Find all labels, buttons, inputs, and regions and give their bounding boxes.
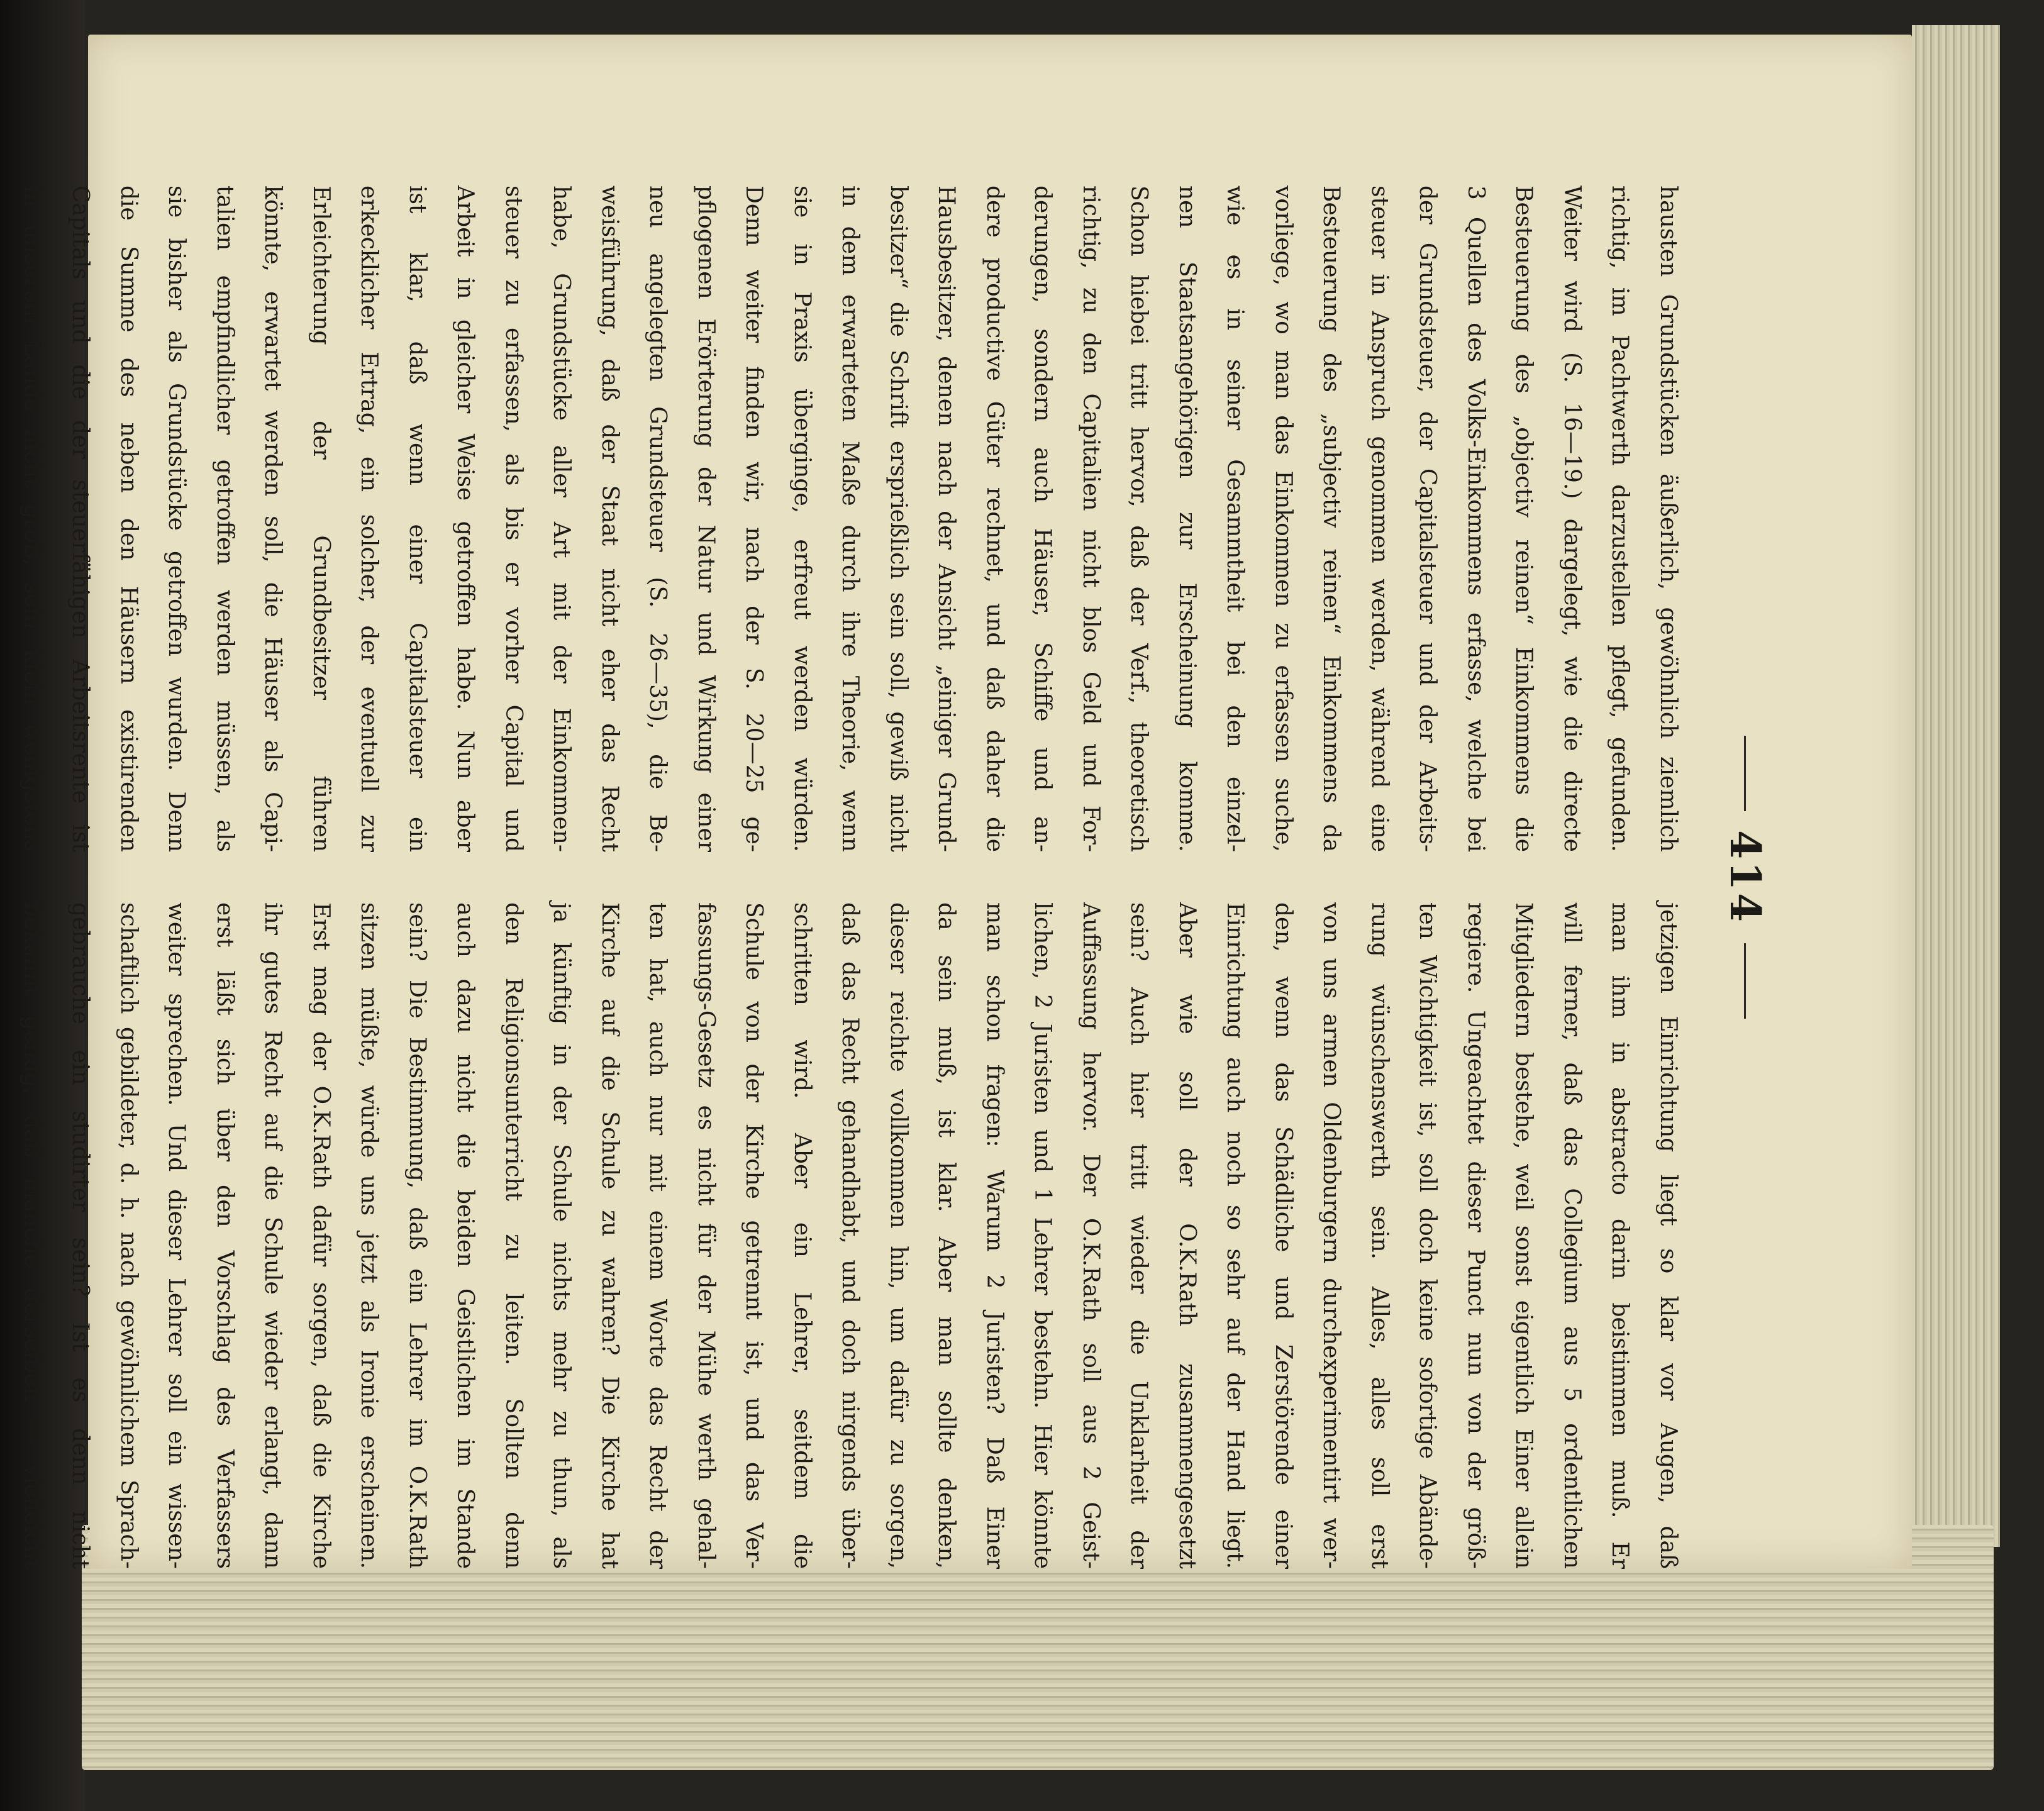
rotated-text-frame: [19, 186, 1780, 1569]
text-line: in unserem Lande nicht groß, sehr klein wenigstens: [19, 186, 45, 852]
text-line: Erleichterung der Grundbesitzer führen: [308, 186, 334, 852]
text-line: Schule von der Kirche getrennt ist, und das Ver-: [741, 902, 767, 1569]
text-line: weisführung, daß der Staat nicht eher das Recht: [597, 186, 623, 852]
text-line: Besteuerung des „subjectiv reinen“ Einkommens da: [1318, 186, 1345, 852]
text-line: erkecklicher Ertrag, ein solcher, der eventuell zur: [356, 186, 382, 852]
text-line: lichen, 2 Juristen und 1 Lehrer bestehn. Hier könnte: [1030, 902, 1056, 1569]
text-line: dere productive Güter rechnet, und daß daher die: [982, 186, 1008, 852]
text-line: Capitals und die der steuerfähigen Arbeitsrente ist: [67, 186, 94, 852]
text-line: den, wenn das Schädliche und Zerstörende einer: [1270, 902, 1296, 1569]
text-line: man ihm in abstracto darin beistimmen muß. Er: [1607, 902, 1633, 1569]
text-line: da sein muß, ist klar. Aber man sollte denken,: [933, 902, 960, 1569]
left-column: [19, 186, 1692, 852]
text-line: weiter sprechen. Und dieser Lehrer soll ein wissen-: [164, 902, 190, 1569]
text-line: sie bisher als Grundstücke getroffen wurden. Denn: [164, 186, 190, 852]
text-line: Einrichtung auch noch so sehr auf der Hand liegt.: [1222, 902, 1248, 1569]
text-line: Hausbesitzer, denen nach der Ansicht „einiger Grund-: [933, 186, 960, 852]
text-line: Denn weiter finden wir, nach der S. 20—25 ge-: [741, 186, 767, 852]
text-line: rung wünschenswerth sein. Alles, alles soll erst: [1367, 902, 1392, 1569]
right-column: [19, 902, 1692, 1569]
text-line: 3 Quellen des Volks-Einkommens erfasse, welche bei: [1463, 186, 1489, 852]
text-line: in dem erwarteten Maße durch ihre Theorie, wenn: [837, 186, 864, 852]
text-line: besitzer“ die Schrift ersprießlich sein soll, gewiß nicht: [886, 186, 911, 852]
text-line: der Grundsteuer, der Capitalsteuer und der Arbeits-: [1414, 186, 1441, 852]
text-line: Mitgliedern bestehe, weil sonst eigentlich Einer allein: [1511, 902, 1537, 1569]
text-line: sie in Praxis überginge, erfreut werden würden.: [789, 186, 815, 852]
header-rule-right: [1745, 943, 1747, 1019]
text-line: von uns armen Oldenburgern durchexperimentirt wer-: [1318, 902, 1345, 1569]
text-line: erst läßt sich über den Vorschlag des Verfassers: [212, 902, 238, 1569]
text-line: Erst mag der O.K.Rath dafür sorgen, daß die Kirche: [308, 902, 334, 1569]
text-line: die Summe des neben den Häusern existirenden: [116, 186, 142, 852]
text-line: [0, 186, 8, 852]
text-line: derungen, sondern auch Häuser, Schiffe und an-: [1030, 186, 1056, 852]
text-line: nen Staatsangehörigen zur Erscheinung komme.: [1174, 186, 1200, 852]
text-line: Besteuerung des „objectiv reinen“ Einkommens die: [1511, 186, 1537, 852]
text-line: jetzigen Einrichtung liegt so klar vor Augen, daß: [1655, 902, 1681, 1569]
text-line: pflogenen Erörterung der Natur und Wirkung einer: [693, 186, 719, 852]
text-line: will ferner, daß das Collegium aus 5 ordentlichen: [1559, 902, 1585, 1569]
text-line: sein? Auch hier tritt wieder die Unklarheit der: [1126, 902, 1152, 1569]
text-line: bekannt genug, daß manche derselben — vielleicht: [19, 902, 45, 1569]
text-line: gebrauche ein studirter sein? Ist es denn nicht: [67, 902, 94, 1569]
text-line: ist klar, daß wenn einer Capitalsteuer ein: [404, 186, 430, 852]
text-line: richtig, im Pachtwerth darzustellen pflegt, gefunden.: [1607, 186, 1633, 852]
text-line: Schon hiebei tritt hervor, daß der Verf., theoretisch: [1126, 186, 1152, 852]
text-line: fassungs-Gesetz es nicht für der Mühe werth gehal-: [693, 902, 719, 1569]
text-line: wie es in seiner Gesammtheit bei den einzel-: [1222, 186, 1248, 852]
page-block-right-edge: [1912, 25, 2000, 1547]
text-line: schritten wird. Aber ein Lehrer, seitdem die: [789, 902, 815, 1569]
text-line: dieser reichte vollkommen hin, um dafür zu sorgen,: [886, 902, 911, 1569]
text-line: richtig, zu den Capitalien nicht blos Geld und For-: [1078, 186, 1104, 852]
text-line: vorliege, wo man das Einkommen zu erfassen suche,: [1270, 186, 1296, 852]
text-line: habe, Grundstücke aller Art mit der Einkommen-: [548, 186, 575, 852]
text-line: Kirche auf die Schule zu wahren? Die Kirche hat: [597, 902, 623, 1569]
text-line: steuer in Anspruch genommen werden, während eine: [1367, 186, 1392, 852]
text-line: [0, 902, 8, 1569]
page-number: 414: [1721, 830, 1770, 924]
right-column-paragraph: [0, 902, 1692, 1569]
text-line: man schon fragen: Warum 2 Juristen? Daß Einer: [982, 902, 1008, 1569]
text-line: daß das Recht gehandhabt, und doch nirgends über-: [837, 902, 864, 1569]
text-line: Auffassung hervor. Der O.K.Rath soll aus 2 Geist-: [1078, 902, 1104, 1569]
text-line: steuer zu erfassen, als bis er vorher Capital und: [501, 186, 526, 852]
text-line: auch dazu nicht die beiden Geistlichen im Stande: [452, 902, 479, 1569]
header-rule-left: [1745, 736, 1747, 811]
text-line: könnte, erwartet werden soll, die Häuser als Capi-: [260, 186, 286, 852]
text-line: regiere. Ungeachtet dieser Punct nun von der größ-: [1463, 902, 1489, 1569]
text-line: ihr gutes Recht auf die Schule wieder erlangt, dann: [260, 902, 286, 1569]
left-column-paragraph: [0, 186, 1692, 852]
text-line: neu angelegten Grundsteuer (S. 26—35), die Be-: [645, 186, 671, 852]
text-line: sein? Die Bestimmung, daß ein Lehrer im O.K.Rath: [404, 902, 430, 1569]
text-line: schaftlich gebildeter, d. h. nach gewöhnlichem Sprach-: [116, 902, 142, 1569]
page-header: [1711, 186, 1780, 1569]
text-line: sitzen müßte, würde uns jetzt als Ironie erscheinen.: [356, 902, 382, 1569]
text-line: hausten Grundstücken äußerlich, gewöhnlich ziemlich: [1655, 186, 1681, 852]
text-line: Aber wie soll der O.K.Rath zusammengesetzt: [1174, 902, 1200, 1569]
text-line: Weiter wird (S. 16—19.) dargelegt, wie die directe: [1559, 186, 1585, 852]
text-line: ja künftig in der Schule nichts mehr zu thun, als: [548, 902, 575, 1569]
book-page: [19, 35, 1912, 1569]
text-line: Arbeit in gleicher Weise getroffen habe. Nun aber: [452, 186, 479, 852]
text-line: ten hat, auch nur mit einem Worte das Recht der: [645, 902, 671, 1569]
text-columns: [19, 186, 1692, 1569]
text-line: talien empfindlicher getroffen werden müssen, als: [212, 186, 238, 852]
text-line: ten Wichtigkeit ist, soll doch keine sofortige Abände-: [1414, 902, 1441, 1569]
text-line: den Religionsunterricht zu leiten. Sollten denn: [501, 902, 526, 1569]
